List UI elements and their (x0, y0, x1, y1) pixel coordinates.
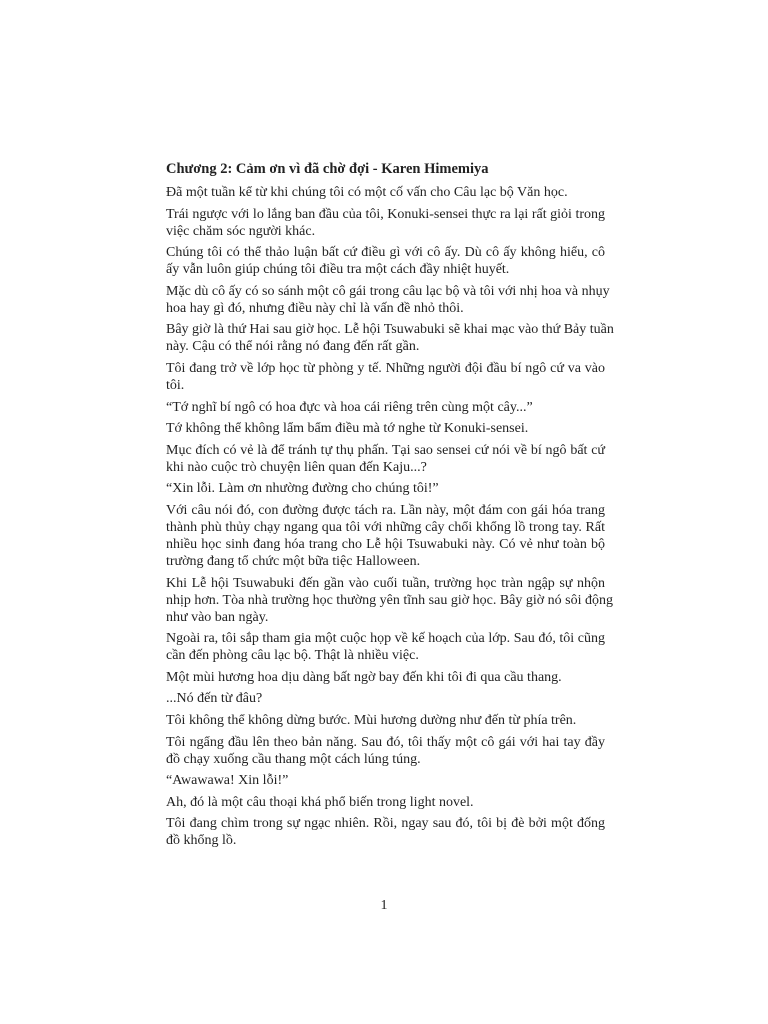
text-line: ...Nó đến từ đâu? (166, 691, 263, 707)
paragraph (166, 321, 614, 355)
paragraph (166, 283, 610, 317)
paragraph (166, 734, 605, 768)
text-line: Tớ không thể không lẩm bẩm điều mà tớ nghe từ Konuki-sensei. (166, 421, 529, 437)
text-line: ấy vẫn luôn giúp chúng tôi điều tra một cách đầy nhiệt huyết. (166, 262, 510, 278)
page-body (166, 161, 614, 849)
text-line: Chúng tôi có thể thảo luận bất cứ điều gì với cô ấy. Dù cô ấy không hiểu, cô (166, 245, 605, 261)
text-line: cần đến phòng câu lạc bộ. Thật là nhiều việc. (166, 648, 419, 664)
paragraph (166, 712, 605, 729)
text-line: đồ chạy xuống cầu thang một cách lúng túng. (166, 751, 421, 767)
paragraph (166, 244, 605, 278)
text-line: Một mùi hương hoa dịu dàng bất ngờ bay đến khi tôi đi qua cầu thang. (166, 669, 562, 685)
paragraph (166, 772, 605, 789)
text-line: Đã một tuần kể từ khi chúng tôi có một cố vấn cho Câu lạc bộ Văn học. (166, 185, 568, 200)
text-line: Ngoài ra, tôi sắp tham gia một cuộc họp về kế hoạch của lớp. Sau đó, tôi cũng (166, 631, 605, 647)
paragraph (166, 575, 614, 626)
text-line: đồ khổng lồ. (166, 833, 237, 849)
text-line: khi nào cuộc trò chuyện liên quan đến Kaju...? (166, 459, 427, 475)
text-line: Khi Lễ hội Tsuwabuki đến gần vào cuối tuần, trường học tràn ngập sự nhộn (166, 575, 605, 591)
text-line: nhiều học sinh đang hóa trang cho Lễ hội Tsuwabuki này. Có vẻ như toàn bộ (166, 536, 605, 552)
text-line: “Xin lỗi. Làm ơn nhường đường cho chúng tôi!” (166, 481, 439, 497)
paragraph (166, 184, 605, 201)
text-line: như vào ban ngày. (166, 609, 269, 625)
paragraph (166, 669, 605, 686)
text-line: Ah, đó là một câu thoại khá phổ biến trong light novel. (166, 794, 474, 810)
text-line: Bây giờ là thứ Hai sau giờ học. Lễ hội Tsuwabuki sẽ khai mạc vào thứ Bảy tuần (166, 322, 614, 338)
text-line: trường đang tổ chức một bữa tiệc Halloween. (166, 553, 421, 569)
text-line: Tôi đang chìm trong sự ngạc nhiên. Rồi, ngay sau đó, tôi bị đè bởi một đống (166, 816, 605, 832)
paragraph (166, 690, 605, 707)
text-line: Tôi ngẩng đầu lên theo bản năng. Sau đó, tôi thấy một cô gái với hai tay đầy (166, 734, 605, 750)
text-line: Tôi đang trở về lớp học từ phòng y tế. Những người đội đầu bí ngô cứ va vào (166, 360, 605, 376)
paragraph (166, 442, 605, 476)
text-line: “Tớ nghĩ bí ngô có hoa đực và hoa cái riêng trên cùng một cây...” (166, 399, 533, 415)
paragraphs (166, 184, 614, 849)
paragraph (166, 502, 605, 570)
paragraph (166, 794, 605, 811)
paragraph (166, 399, 605, 416)
paragraph (166, 630, 605, 664)
text-line: Mặc dù cô ấy có so sánh một cô gái trong câu lạc bộ và tôi với nhị hoa và nhụy (166, 283, 610, 299)
page-number: 1 (380, 898, 388, 913)
text-line: thành phù thủy chạy ngang qua tôi với những cây chổi khổng lồ trong tay. Rất (166, 519, 605, 535)
text-line: “Awawawa! Xin lỗi!” (166, 773, 289, 789)
paragraph (166, 815, 605, 849)
text-line: nhịp hơn. Tòa nhà trường học thường yên tĩnh sau giờ học. Bây giờ nó sôi động (166, 592, 614, 608)
paragraph (166, 206, 605, 240)
text-line: việc chăm sóc người khác. (166, 223, 316, 239)
chapter-title: Chương 2: Cảm ơn vì đã chờ đợi - Karen Himemiya (166, 161, 489, 177)
text-line: hoa hay gì đó, nhưng điều này chỉ là vấn đề nhỏ thôi. (166, 300, 464, 316)
text-line: tôi. (166, 377, 185, 393)
paragraph (166, 360, 605, 394)
paragraph (166, 420, 605, 437)
text-line: này. Cậu có thể nói rằng nó đang đến rất gần. (166, 339, 420, 355)
text-line: Với câu nói đó, con đường được tách ra. Lần này, một đám con gái hóa trang (166, 502, 605, 518)
text-line: Trái ngược với lo lắng ban đầu của tôi, Konuki-sensei thực ra lại rất giỏi trong (166, 206, 605, 222)
text-line: Tôi không thể không dừng bước. Mùi hương dường như đến từ phía trên. (166, 712, 577, 728)
text-line: Mục đích có vẻ là để tránh tự thụ phấn. Tại sao sensei cứ nói về bí ngô bất cứ (166, 442, 605, 458)
paragraph (166, 480, 605, 497)
